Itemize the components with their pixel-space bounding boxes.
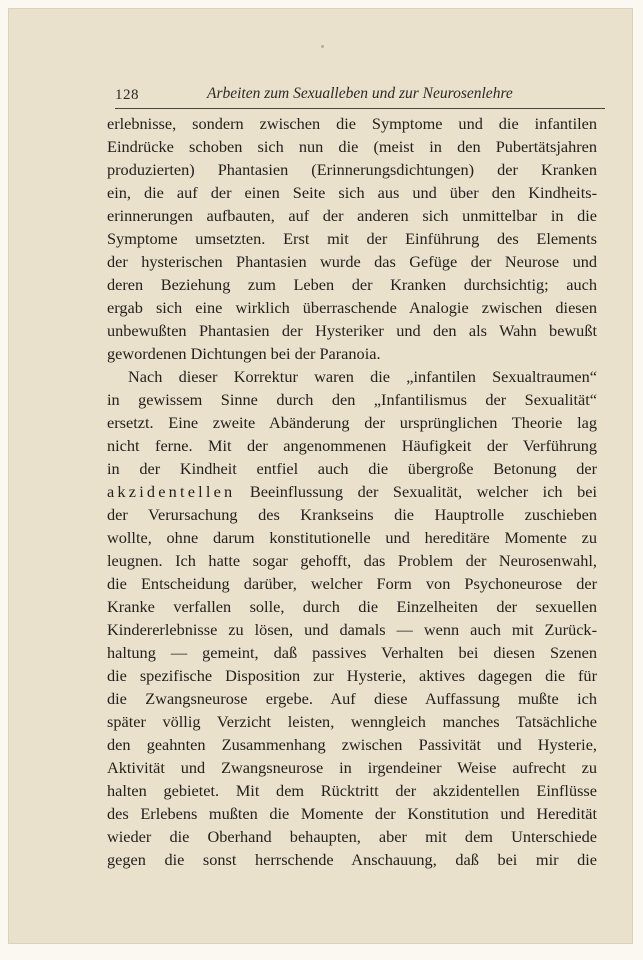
text-line: die spezifische Disposition zur Hysterie, aktives dagegen die für	[107, 666, 597, 685]
text-line: Symptome umsetzten. Erst mit der Einführung des Elements	[107, 229, 597, 248]
text-line: erlebnisse, sondern zwischen die Symptome und die infantilen	[107, 114, 597, 133]
text-line: später völlig Verzicht leisten, wenngleich manches Tatsächliche	[107, 712, 597, 731]
text-line: der hysterischen Phantasien wurde das Gefüge der Neurose und	[107, 252, 597, 271]
text-line: den geahnten Zusammenhang zwischen Passivität und Hysterie,	[107, 735, 597, 754]
text-line: halten gebietet. Mit dem Rücktritt der akzidentellen Einflüsse	[107, 781, 597, 800]
page-number: 128	[115, 87, 139, 103]
running-head: Arbeiten zum Sexualleben und zur Neurosenlehre	[207, 85, 513, 102]
text-line: Kranke verfallen solle, durch die Einzelheiten der sexuellen	[107, 597, 597, 616]
text-line: des Erlebens mußten die Momente der Konstitution und Heredität	[107, 804, 597, 823]
text-line: nicht ferne. Mit der angenommenen Häufigkeit der Verführung	[107, 436, 597, 455]
text-line: ersetzt. Eine zweite Abänderung der ursprünglichen Theorie lag	[107, 413, 597, 432]
text-line: der Verursachung des Krankseins die Hauptrolle zuschieben	[107, 505, 597, 524]
paper-speck	[321, 45, 324, 48]
paragraph-start-line: Nach dieser Korrektur waren die „infantilen Sexualtraumen“	[128, 367, 597, 386]
paragraph-end-line: gewordenen Dichtungen bei der Paranoia.	[107, 344, 381, 363]
text-line-with-emphasis	[107, 480, 597, 503]
text-line: ein, die auf der einen Seite sich aus und über den Kindheits-	[107, 183, 597, 202]
text-line: in gewissem Sinne durch den „Infantilismus der Sexualität“	[107, 390, 597, 409]
text-line: gegen die sonst herrschende Anschauung, daß bei mir die	[107, 850, 597, 869]
text-line-rest: Beeinflussung der Sexualität, welcher ich bei	[249, 482, 597, 501]
page-header	[115, 84, 605, 109]
text-line: Kindererlebnisse zu lösen, und damals — wenn auch mit Zurück-	[107, 620, 597, 639]
text-line: Aktivität und Zwangsneurose in irgendeiner Weise aufrecht zu	[107, 758, 597, 777]
text-line: unbewußten Phantasien der Hysteriker und den als Wahn bewußt	[107, 321, 597, 340]
text-line: in der Kindheit entfiel auch die übergroße Betonung der	[107, 459, 597, 478]
text-line: produzierten) Phantasien (Erinnerungsdichtungen) der Kranken	[107, 160, 597, 179]
text-line: ergab sich eine wirklich überraschende Analogie zwischen diesen	[107, 298, 597, 317]
text-line: wollte, ohne darum konstitutionelle und hereditäre Momente zu	[107, 528, 597, 547]
text-line: Eindrücke schoben sich nun die (meist in den Pubertätsjahren	[107, 137, 597, 156]
text-line: leugnen. Ich hatte sogar gehofft, das Problem der Neurosenwahl,	[107, 551, 597, 570]
text-line: erinnerungen aufbauten, auf der anderen sich unmittelbar in die	[107, 206, 597, 225]
text-line: haltung — gemeint, daß passives Verhalten bei diesen Szenen	[107, 643, 597, 662]
body-text	[107, 112, 597, 871]
text-line: die Entscheidung darüber, welcher Form von Psychoneurose der	[107, 574, 597, 593]
text-line: die Zwangsneurose ergebe. Auf diese Auffassung mußte ich	[107, 689, 597, 708]
text-line: wieder die Oberhand behaupten, aber mit dem Unterschiede	[107, 827, 597, 846]
spaced-emphasis-word: akzidentellen	[107, 482, 236, 501]
text-line: deren Beziehung zum Leben der Kranken durchsichtig; auch	[107, 275, 597, 294]
